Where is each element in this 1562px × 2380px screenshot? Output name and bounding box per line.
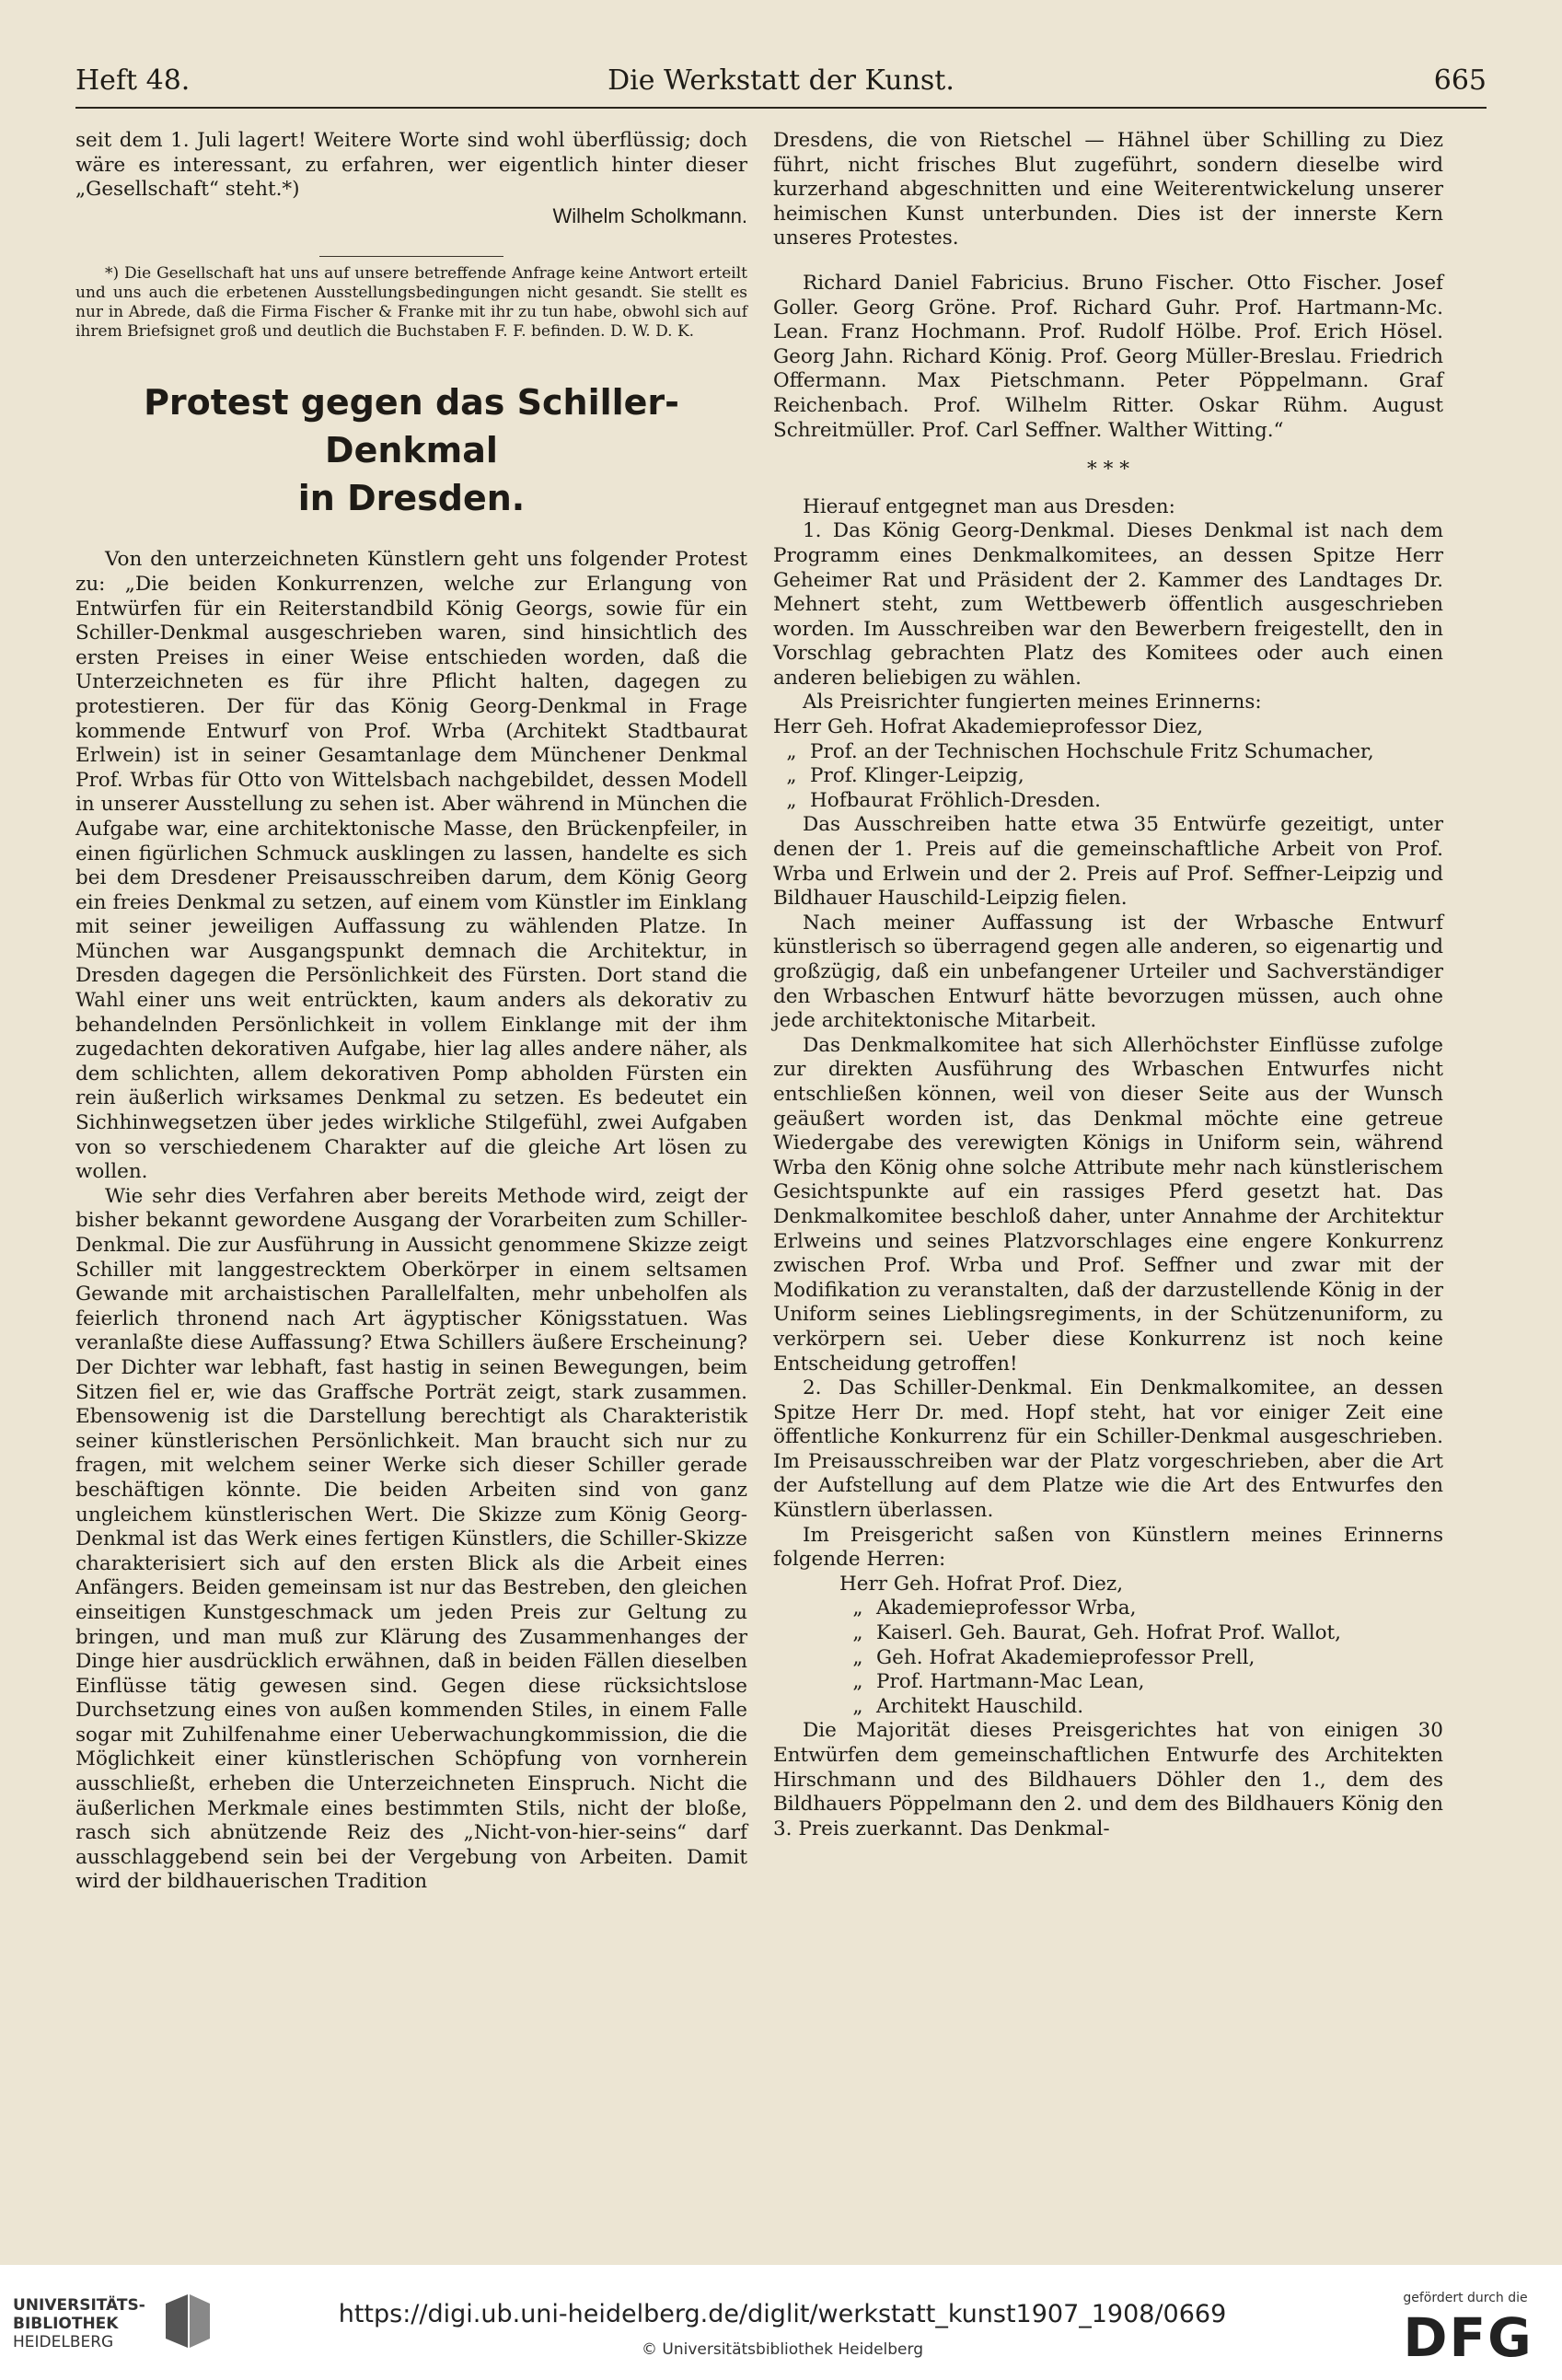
section-separator: * * * (1087, 458, 1129, 482)
reply-paragraph-2: Als Preisrichter fungierten meines Erinnerns: (803, 691, 1262, 714)
funding-note: gefördert durch die (1403, 2291, 1528, 2305)
intro-paragraph: seit dem 1. Juli lagert! Weitere Worte sind wohl überflüssig; doch wäre es interessant, zu erfahren, wer eigentlich hinter dieser „Gesellschaft“ steht.*) (75, 129, 747, 202)
footnote-rule (319, 256, 503, 257)
ditto-mark: „ (852, 1670, 863, 1694)
reply-paragraph-6: 2. Das Schiller-Denkmal. Ein Denkmalkomitee, an dessen Spitze Herr Dr. med. Hopf steht, hat vor einiger Zeit eine öffentliche Konkurrenz für ein Schiller-Denkmal ausgeschrieben. Im Preisausschreiben war der Platz vorgeschrieben, aber die Art der Aufstellung auf dem Platze wie die Art des Entwurfes den Künstlern überlassen. (773, 1376, 1443, 1523)
reply-paragraph-8: Die Majorität dieses Preisgerichtes hat von einigen 30 Entwürfen dem gemeinschaftlichen Entwurfe des Architekten Hirschmann und des Bildhauers Döhler den 1., dem des Bildhauers Pöppelmann den 2. und dem des Bildhauers König den 3. Preis zuerkannt. Das Denkmal- (773, 1719, 1443, 1840)
permalink-url[interactable]: https://digi.ub.uni-heidelberg.de/diglit/werkstatt_kunst1907_1908/0669 (338, 2300, 1227, 2328)
jury-item: „ Prof. Hartmann-Mac Lean, (773, 1670, 1443, 1695)
reply-paragraph-4: Nach meiner Auffassung ist der Wrbasche Entwurf künstlerisch so überragend gegen alle anderen, so eigenartig und großzügig, daß ein unbefangener Urteiler und Sachverständiger den Wrbaschen Entwurf hätte bevorzugen müssen, auch ohne jede architektonische Mitarbeit. (773, 911, 1443, 1033)
jury-list-1 (773, 715, 1443, 813)
article-heading (75, 378, 747, 522)
protest-paragraph-1: Von den unterzeichneten Künstlern geht uns folgender Protest zu: „Die beiden Konkurrenzen, welche zur Erlangung von Entwürfen für ein Reiterstandbild König Georgs, sowie für ein Schiller-Denkmal ausgeschrieben waren, sind hinsichtlich des ersten Preises in einer Weise entschieden worden, daß die Unterzeichneten es für ihre Pflicht halten, dagegen zu protestieren. Der für das König Georg-Denkmal in Frage kommende Entwurf von Prof. Wrba (Architekt Stadtbaurat Erlwein) ist in seiner Gesamtanlage dem Münchener Denkmal Prof. Wrbas für Otto von Wittelsbach nachgebildet, dessen Modell in unserer Ausstellung zu sehen ist. Aber während in München die Aufgabe war, eine architektonische Masse, den Brückenpfeiler, in einen figürlichen Schmuck ausklingen zu lassen, handelte es sich bei dem Dresdener Preisausschreiben darum, dem König Georg ein freies Denkmal zu setzen, auf einem vom Künstler im Einklang mit seiner jeweiligen Auffassung zu wählenden Platze. In München war Ausgangspunkt demnach die Architektur, in Dresden dagegen die Persönlichkeit des Fürsten. Dort stand die Wahl einer uns weit entrückten, kaum anders als dekorativ zu behandelnden Persönlichkeit in vollem Einklange mit der ihm zugedachten dekorativen Aufgabe, hier lag alles andere näher, als dem schlichten, allem dekorativen Pomp abholden Fürsten ein rein äußerlich wirksames Denkmal zu setzen. Es bedeutet ein Sichhinwegsetzen über jedes wirkliche Stilgefühl, zwei Aufgaben von so verschiedenem Charakter auf die gleiche Art lösen zu wollen. (75, 548, 747, 1184)
jury-item: „ Akademieprofessor Wrba, (773, 1596, 1443, 1621)
jury-item: „ Architekt Hauschild. (773, 1695, 1443, 1720)
protest-continuation: Dresdens, die von Rietschel — Hähnel über Schilling zu Diez führt, nicht frisches Blut zugeführt, sondern dieselbe wird kurzerhand abgeschnitten und eine Weiterentwickelung unserer heimischen Kunst unterbunden. Dies ist der innerste Kern unseres Protestes. (773, 129, 1443, 250)
ditto-mark: „ (786, 788, 797, 812)
book-icon (164, 2293, 212, 2350)
jury-item: „ Prof. Klinger-Leipzig, (773, 764, 1443, 789)
header-rule (75, 107, 1487, 109)
ditto-mark: „ (852, 1621, 863, 1645)
ditto-mark: „ (852, 1694, 863, 1718)
signature: Wilhelm Scholkmann. (552, 203, 747, 227)
reply-paragraph-7: Im Preisgericht saßen von Künstlern meines Erinnerns folgende Herren: (773, 1523, 1443, 1572)
jury-item: „ Geh. Hofrat Akademieprofessor Prell, (773, 1646, 1443, 1671)
journal-title: Die Werkstatt der Kunst. (607, 64, 955, 97)
footnote: *) Die Gesellschaft hat uns auf unsere betreffende Anfrage keine Antwort erteilt und uns auch die erbetenen Ausstellungsbedingungen nicht gesandt. Sie stellt es nur in Abrede, daß die Firma Fischer & Franke mit ihr zu tun habe, obwohl sich auf ihrem Briefsignet groß und deutlich die Buchstaben F. F. befinden. D. W. D. K. (75, 264, 747, 342)
right-column (773, 129, 1443, 1841)
issue-number: Heft 48. (75, 64, 191, 97)
ditto-mark: „ (852, 1645, 863, 1669)
heading-line-1: Protest gegen das Schiller-Denkmal (144, 382, 679, 471)
heading-line-2: in Dresden. (297, 478, 526, 519)
reply-paragraph-5: Das Denkmalkomitee hat sich Allerhöchster Einflüsse zufolge zur direkten Ausführung des Wrbaschen Entwurfes nicht entschließen können, weil von dieser Seite aus der Wunsch geäußert worden ist, das Denkmal möchte eine getreue Wiedergabe des verewigten Königs in Uniform sein, während Wrba den König ohne solche Attribute mehr nach künstlerischem Gesichtspunkte auf ein rassiges Pferd gesetzt hat. Das Denkmalkomitee beschloß daher, unter Annahme der Architektur Erlweins und seines Platzvorschlages eine engere Konkurrenz zwischen Prof. Wrba und Prof. Seffner und zwar mit der Modifikation zu veranstalten, daß der darzustellende König in der Uniform seines Lieblingsregiments, in der Schützenuniform, zu verkörpern sei. Ueber diese Konkurrenz ist noch keine Entscheidung getroffen! (773, 1033, 1443, 1376)
jury-item: Herr Geh. Hofrat Prof. Diez, (839, 1572, 1124, 1596)
left-column (75, 129, 747, 1895)
jury-item: Herr Geh. Hofrat Akademieprofessor Diez, (773, 715, 1204, 739)
copyright-notice: © Universitätsbibliothek Heidelberg (641, 2340, 923, 2359)
digitization-footer (0, 2265, 1562, 2380)
university-library-logo[interactable]: UNIVERSITÄTS- BIBLIOTHEK HEIDELBERG (13, 2296, 145, 2351)
dfg-logo[interactable]: DFG (1403, 2306, 1533, 2369)
reply-paragraph-3: Das Ausschreiben hatte etwa 35 Entwürfe gezeitigt, unter denen der 1. Preis auf die gemeinschaftliche Arbeit von Prof. Wrba und Erlwein und der 2. Preis auf Prof. Seffner-Leipzig und Bildhauer Hauschild-Leipzig fielen. (773, 813, 1443, 911)
jury-item: „ Prof. an der Technischen Hochschule Fritz Schumacher, (773, 740, 1443, 765)
reply-intro: Hierauf entgegnet man aus Dresden: (803, 494, 1175, 518)
ditto-mark: „ (786, 739, 797, 763)
protest-paragraph-2: Wie sehr dies Verfahren aber bereits Methode wird, zeigt der bisher bekannt gewordene Ausgang der Vorarbeiten zum Schiller-Denkmal. Die zur Ausführung in Aussicht genommene Skizze zeigt Schiller mit langgestrecktem Oberkörper in einem seltsamen Gewande mit archaistischen Parallelfalten, mehr unbeholfen als feierlich thronend nach Art ägyptischer Königsstatuen. Was veranlaßte diese Auffassung? Etwa Schillers äußere Erscheinung? Der Dichter war lebhaft, fast hastig in seinen Bewegungen, beim Sitzen fiel er, wie das Graffsche Porträt zeigt, stark zusammen. Ebensowenig ist die Darstellung berechtigt als Charakteristik seiner künstlerischen Persönlichkeit. Man braucht sich nur zu fragen, mit welchem seiner Werke sich dieser Schiller gerade beschäftigen könnte. Die beiden Arbeiten sind von ganz ungleichem künstlerischen Wert. Die Skizze zum König Georg-Denkmal ist das Werk eines fertigen Künstlers, die Schiller-Skizze charakterisiert sich auf den ersten Blick als die Arbeit eines Anfängers. Beiden gemeinsam ist nur das Bestreben, den gleichen einseitigen Kunstgeschmack um jeden Preis zur Geltung zu bringen, und man muß zur Klärung des Zusammenhanges der Dinge hier ausdrücklich erwähnen, daß in beiden Fällen dieselben Einflüsse tätig gewesen sind. Gegen diese rücksichtslose Durchsetzung eines von außen kommenden Stiles, in einem Falle sogar mit Zuhilfenahme einer Ueberwachungkommission, die die Möglichkeit einer künstlerischen Schöpfung von vornherein ausschließt, erheben die Unterzeichneten Einspruch. Nicht die äußerlichen Merkmale eines bestimmten Stils, nicht der bloße, rasch sich abnützende Reiz des „Nicht-von-hier-seins“ darf ausschlaggebend sein bei der Vergebung von Arbeiten. Damit wird der bildhauerischen Tradition (75, 1184, 747, 1894)
reply-paragraph-1: 1. Das König Georg-Denkmal. Dieses Denkmal ist nach dem Programm eines Denkmalkomitees, an dessen Spitze Herr Geheimer Rat und Präsident der 2. Kammer des Landtages Dr. Mehnert steht, zum Wettbewerb öffentlich ausgeschrieben worden. Im Ausschreiben war den Bewerbern freigestellt, den in Vorschlag gebrachten Platz des Komitees oder auch einen anderen beliebigen zu wählen. (773, 519, 1443, 690)
page-number: 665 (1433, 64, 1487, 97)
jury-item: „ Kaiserl. Geh. Baurat, Geh. Hofrat Prof. Wallot, (773, 1621, 1443, 1646)
jury-list-2 (773, 1573, 1443, 1720)
ditto-mark: „ (786, 764, 797, 788)
ditto-mark: „ (852, 1596, 863, 1620)
jury-item: „ Hofbaurat Fröhlich-Dresden. (773, 789, 1443, 814)
signatories: Richard Daniel Fabricius. Bruno Fischer. Otto Fischer. Josef Goller. Georg Gröne. Prof. Richard Guhr. Prof. Hartmann-Mc. Lean. Franz Hochmann. Prof. Rudolf Hölbe. Prof. Erich Hösel. Georg Jahn. Richard König. Prof. Georg Müller-Breslau. Friedrich Offermann. Max Pietschmann. Peter Pöppelmann. Graf Reichenbach. Prof. Wilhelm Ritter. Oskar Rühm. August Schreitmüller. Prof. Carl Seffner. Walther Witting.“ (773, 271, 1443, 442)
running-header (75, 57, 1487, 103)
